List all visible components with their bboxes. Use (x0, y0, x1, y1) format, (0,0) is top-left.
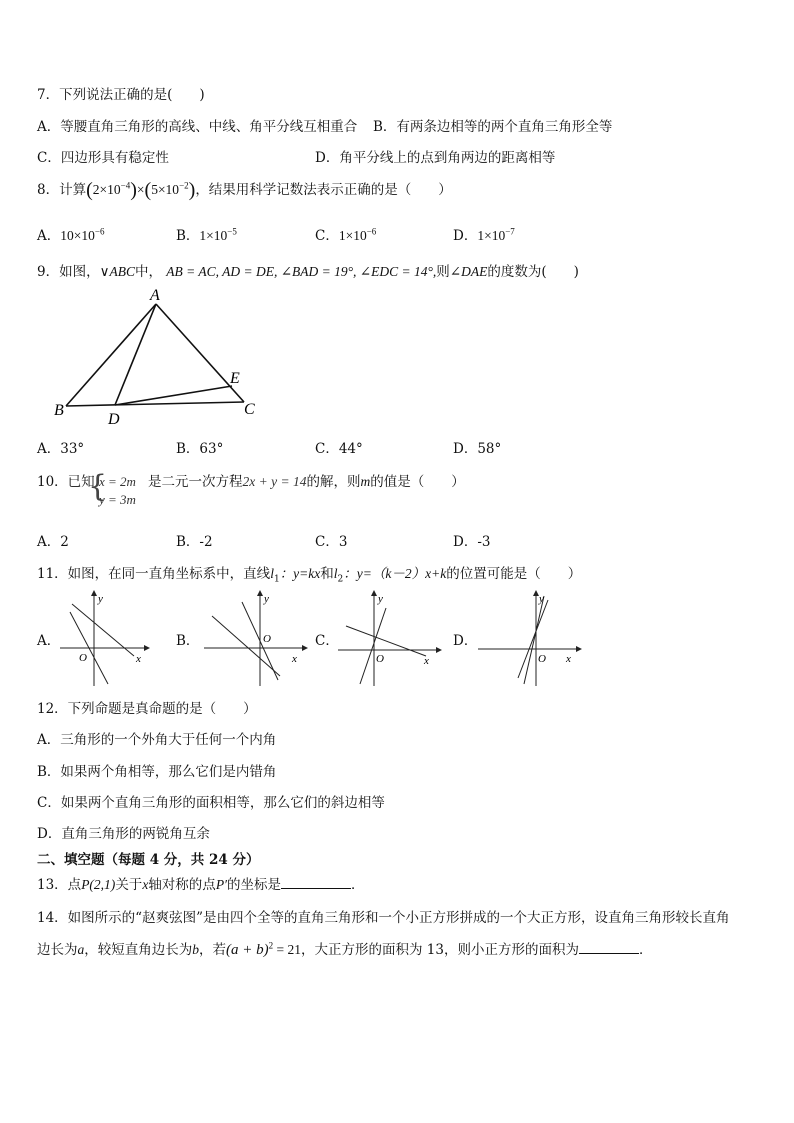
q13-stem: 13．点P(2,1)关于x轴对称的点P′的坐标是 ． (37, 877, 365, 893)
q11-graph-a (60, 590, 150, 686)
q10-system-line2: y = 3m (99, 492, 136, 507)
q8-option-b: B．$1\times 10^{-5}$ (176, 226, 237, 244)
q7-option-a: A．等腰直角三角形的高线、中线、角平分线互相重合 (37, 119, 358, 135)
q8-option-d: D．$1\times 10^{-7}$ (453, 226, 515, 244)
y-arrow-icon (91, 590, 97, 596)
q9-option-d: D．58° (453, 441, 502, 457)
q7-option-d: D．角平分线上的点到角两边的距离相等 (315, 150, 556, 166)
y-arrow-icon (371, 590, 377, 596)
q10-option-c: C．3 (315, 534, 348, 550)
q14-line1: 14．如图所示的“赵爽弦图”是由四个全等的直角三角形和一个小正方形拼成的一个大正方形，设直角三角形较长直角 (37, 910, 730, 926)
q10-stem: 是二元一次方程2x + y = 14的解，则m的值是（ ） (148, 474, 465, 490)
line-2 (524, 596, 544, 684)
y-label: y (378, 593, 383, 605)
q11-graph-b (204, 590, 308, 686)
label-e: E (230, 370, 240, 387)
line-1 (518, 600, 548, 678)
line-2 (360, 608, 386, 684)
origin-label: O (79, 652, 87, 664)
q10-option-a: A．2 (37, 534, 69, 550)
y-label: y (264, 593, 269, 605)
q10-system-line1: x = 2m (99, 474, 136, 489)
q11-option-c: C． (315, 633, 339, 649)
q9-triangle-figure (50, 282, 270, 430)
y-label: y (98, 593, 103, 605)
q10-option-d: D．-3 (453, 534, 491, 550)
x-label: x (292, 653, 297, 665)
x-label: x (136, 653, 141, 665)
q7-option-b: B．有两条边相等的两个直角三角形全等 (373, 119, 613, 135)
label-b: B (54, 402, 64, 419)
x-arrow-icon (436, 647, 442, 653)
side-bc (66, 402, 244, 406)
q7-option-c: C．四边形具有稳定性 (37, 150, 169, 166)
x-label: x (566, 653, 571, 665)
q12-option-b: B．如果两个角相等，那么它们是内错角 (37, 764, 277, 780)
q9-stem: 9．如图，∨ABC中， AB = AC, AD = DE, ∠BAD = 19°, ∠EDC = 14°,则∠DAE的度数为( ) (37, 264, 579, 280)
q11-graph-c (338, 590, 442, 686)
origin-label: O (538, 653, 546, 665)
label-c: C (244, 401, 255, 418)
q13-answer-blank[interactable] (281, 876, 351, 889)
q8-stem: 8．计算$(2\times 10^{-4})\times(5\times 10^{-2})$，结果用科学记数法表示正确的是（ ） (37, 179, 452, 201)
q14-line2: 边长为a，较短直角边长为b，若$(a + b)^2 = 21$，大正方形的面积为 13，则小正方形的面积为 ． (37, 940, 653, 958)
q11-option-b: B． (176, 633, 200, 649)
q9-option-c: C．44° (315, 441, 363, 457)
q8-option-c: C．$1\times 10^{-6}$ (315, 226, 377, 244)
segment-ad (115, 304, 156, 405)
q12-stem: 12．下列命题是真命题的是（ ） (37, 701, 257, 717)
q11-stem: 11．如图，在同一直角坐标系中，直线$l_1$：y=kx和$l_2$：y=（k－2）x+k的位置可能是（ ） (37, 566, 582, 585)
line-1 (212, 616, 280, 676)
q12-option-a: A．三角形的一个外角大于任何一个内角 (37, 732, 277, 748)
x-arrow-icon (576, 646, 582, 652)
x-arrow-icon (302, 645, 308, 651)
q12-option-d: D．直角三角形的两锐角互余 (37, 826, 210, 842)
q10-brace: { (88, 469, 108, 504)
q7-stem: 7．下列说法正确的是( ) (37, 87, 205, 103)
y-label: y (539, 593, 544, 605)
q8-option-a: A．$10\times 10^{-6}$ (37, 226, 105, 244)
q10-prefix: 10．已知 (37, 474, 95, 490)
y-arrow-icon (257, 590, 263, 596)
q11-option-d: D． (453, 633, 478, 649)
q11-graph-d (478, 590, 582, 686)
origin-label: O (263, 633, 271, 645)
side-ac (156, 304, 244, 402)
x-label: x (424, 655, 429, 667)
label-a: A (150, 287, 160, 304)
origin-label: O (376, 653, 384, 665)
q10-option-b: B．-2 (176, 534, 213, 550)
side-ab (66, 304, 156, 406)
x-arrow-icon (144, 645, 150, 651)
q9-option-a: A．33° (37, 441, 85, 457)
q11-option-a: A． (37, 633, 61, 649)
label-d: D (108, 411, 120, 428)
line-1 (346, 626, 426, 656)
q12-option-c: C．如果两个直角三角形的面积相等，那么它们的斜边相等 (37, 795, 385, 811)
q14-answer-blank[interactable] (579, 941, 639, 954)
q9-option-b: B．63° (176, 441, 224, 457)
section-heading: 二、填空题（每题 4 分，共 24 分） (37, 852, 260, 868)
